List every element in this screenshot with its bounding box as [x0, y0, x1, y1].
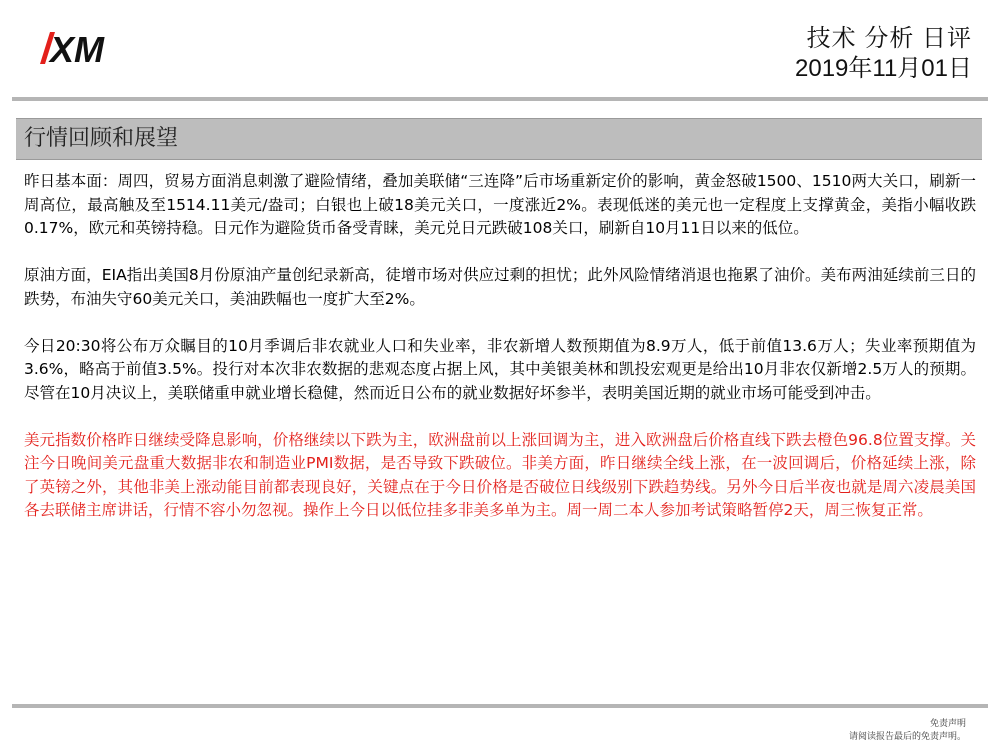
xm-logo-graphic [38, 28, 138, 68]
report-date: 2019年11月01日 [795, 55, 972, 82]
crude-oil-paragraph: 原油方面，EIA指出美国8月份原油产量创纪录新高，徒增市场对供应过剩的担忧；此外风险情绪消退也拖累了油价。美布两油延续前三日的跌势，布油失守60美元关口，美油跌幅也一度扩大至2%。 [24, 266, 976, 308]
report-header [795, 24, 972, 84]
disclaimer-title: 免责声明 [929, 719, 966, 729]
disclaimer-note: 请阅读报告最后的免责声明。 [848, 732, 966, 742]
report-title: 技术 分析 日评 [806, 25, 972, 52]
nonfarm-paragraph: 今日20:30将公布万众瞩目的10月季调后非农就业人口和失业率，非农新增人数预期值为8.9万人，低于前值13.6万人；失业率预期值为3.6%，略高于前值3.5%。投行对本次非农数据的悲观态度占据上风，其中美银美林和凯投宏观更是给出10月非农仅新增2.5万人的预期。尽管在10月决议上，美联储重申就业增长稳健，然而近日公布的就业数据好坏参半，表明美国近期的就业市场可能受到冲击。 [24, 336, 976, 402]
xm-logo-text: XM [50, 29, 104, 68]
section-header [16, 118, 982, 160]
bottom-divider [12, 704, 988, 708]
xm-logo [38, 28, 138, 68]
fundamentals-paragraph: 昨日基本面：周四，贸易方面消息刺激了避险情绪，叠加美联储“三连降”后市场重新定价的影响，黄金怒破1500、1510两大关口，刷新一周高位，最高触及至1514.11美元/盎司；白银也上破18美元关口，一度涨近2%。表现低迷的美元也一定程度上支撑黄金，美指小幅收跌0.17%，欧元和英镑持稳。日元作为避险货币备受青睐，美元兑日元跌破108关口，刷新自10月11日以来的低位。 [24, 172, 976, 237]
report-body [24, 170, 976, 546]
section-title: 行情回顾和展望 [24, 126, 179, 151]
top-divider [12, 97, 988, 101]
footer [849, 718, 966, 744]
technical-analysis-paragraph: 美元指数价格昨日继续受降息影响，价格继续以下跌为主，欧洲盘前以上涨回调为主，进入欧洲盘后价格直线下跌去橙色96.8位置支撑。关注今日晚间美元盘重大数据非农和制造业PMI数据，是否导致下跌破位。非美方面，昨日继续全线上涨，在一波回调后，价格延续上涨，除了英镑之外，其他非美上涨动能目前都表现良好，关键点在于今日价格是否破位日线级别下跌趋势线。另外今日后半夜也就是周六凌晨美国各去联储主席讲话，行情不容小勿忽视。操作上今日以低位挂多非美多单为主。周一周二本人参加考试策略暂停2天，周三恢复正常。 [24, 430, 976, 519]
